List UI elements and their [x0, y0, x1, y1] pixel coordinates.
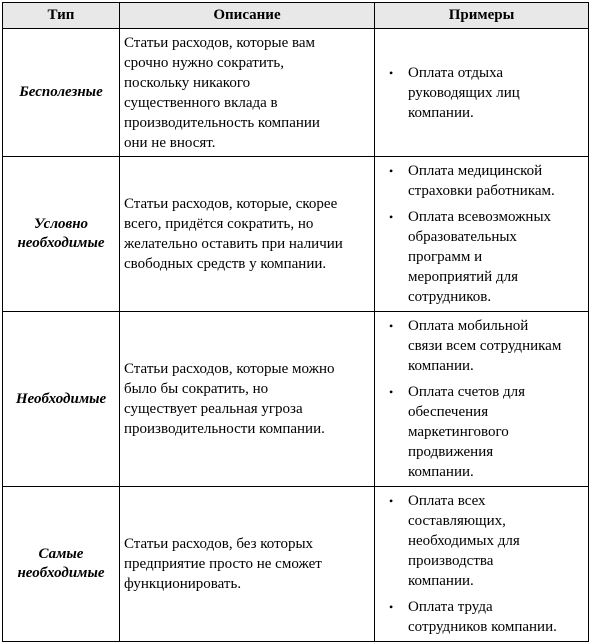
list-item — [375, 207, 584, 307]
type-label-line: необходимые — [17, 235, 105, 251]
example-line: Оплата медицинской — [408, 163, 543, 179]
description-line: Статьи расходов, которые можно — [124, 361, 335, 377]
description-line: существует реальная угроза — [124, 401, 303, 417]
description-line: производительности компании. — [124, 421, 325, 437]
example-line: образовательных — [408, 229, 517, 245]
example-line: страховки работникам. — [408, 183, 555, 199]
example-line: составляющих, — [408, 513, 506, 529]
example-line: программ и — [408, 249, 483, 265]
example-line: мероприятий для — [408, 269, 518, 285]
type-label-line: Условно — [33, 216, 89, 232]
description-line: существенного вклада в — [124, 94, 278, 111]
example-line: руководящих лиц — [408, 84, 520, 101]
description-cell — [120, 487, 375, 642]
table-body — [3, 29, 589, 642]
description-line: было бы сократить, но — [124, 381, 269, 397]
example-line: необходимых для — [408, 533, 520, 549]
examples-cell — [375, 487, 589, 642]
bullet-icon: • — [389, 494, 394, 508]
description-cell — [120, 29, 375, 157]
examples-list — [375, 161, 584, 307]
description-line: желательно оставить при наличии — [124, 236, 343, 252]
example-line: компании. — [408, 573, 474, 589]
examples-list — [375, 316, 584, 482]
list-item — [375, 161, 584, 201]
description-line: Статьи расходов, которые вам — [124, 34, 316, 51]
table-row — [3, 312, 589, 487]
bullet-icon: • — [389, 210, 394, 224]
list-item — [375, 63, 584, 123]
bullet-icon: • — [389, 600, 394, 614]
header-examples: Примеры — [375, 3, 589, 29]
example-line: Оплата всех — [408, 493, 486, 509]
type-cell — [3, 157, 120, 312]
type-label-line: необходимые — [17, 565, 105, 581]
example-line: Оплата мобильной — [408, 318, 529, 334]
list-item — [375, 382, 584, 482]
description-line: всего, придётся сократить, но — [124, 216, 314, 232]
example-line: обеспечения — [408, 404, 489, 420]
description-line: они не вносят. — [124, 134, 216, 151]
description-line: предприятие просто не сможет — [124, 556, 322, 572]
type-cell — [3, 487, 120, 642]
type-cell — [3, 29, 120, 157]
description-cell — [120, 312, 375, 487]
description-line: функционировать. — [124, 576, 242, 592]
examples-cell — [375, 29, 589, 157]
type-cell — [3, 312, 120, 487]
example-line: компании. — [408, 358, 474, 374]
bullet-icon: • — [389, 164, 394, 178]
example-line: связи всем сотрудникам — [408, 338, 562, 354]
examples-list — [375, 491, 584, 637]
example-line: сотрудников. — [408, 289, 492, 305]
type-label-line: Самые — [38, 546, 84, 562]
bullet-icon: • — [389, 65, 394, 80]
description-line: поскольку никакого — [124, 74, 251, 91]
example-line: Оплата счетов для — [408, 384, 526, 400]
examples-cell — [375, 157, 589, 312]
description-line: свободных средств у компании. — [124, 256, 327, 272]
example-line: Оплата всевозможных — [408, 209, 552, 225]
list-item — [375, 597, 584, 637]
list-item — [375, 316, 584, 376]
example-line: компании. — [408, 104, 474, 121]
example-line: сотрудников компании. — [408, 619, 557, 635]
description-cell — [120, 157, 375, 312]
example-line: Оплата отдыха — [408, 64, 504, 81]
type-label-line: Необходимые — [15, 390, 107, 407]
bullet-icon: • — [389, 385, 394, 399]
description-line: производительность компании — [124, 114, 320, 131]
examples-list — [375, 63, 584, 123]
example-line: маркетингового — [408, 424, 509, 440]
examples-cell — [375, 312, 589, 487]
header-row — [3, 3, 589, 29]
example-line: продвижения — [408, 444, 494, 460]
table-row — [3, 487, 589, 642]
example-line: производства — [408, 553, 494, 569]
header-type: Тип — [3, 3, 120, 29]
expense-types-table — [2, 2, 589, 642]
type-label-line: Бесполезные — [19, 84, 103, 100]
description-line: Статьи расходов, без которых — [124, 536, 314, 552]
bullet-icon: • — [389, 319, 394, 333]
header-description: Описание — [120, 3, 375, 29]
table-row — [3, 29, 589, 157]
table-row — [3, 157, 589, 312]
description-line: срочно нужно сократить, — [124, 54, 285, 71]
example-line: компании. — [408, 464, 474, 480]
list-item — [375, 491, 584, 591]
description-line: Статьи расходов, которые, скорее — [124, 196, 338, 212]
example-line: Оплата труда — [408, 599, 493, 615]
